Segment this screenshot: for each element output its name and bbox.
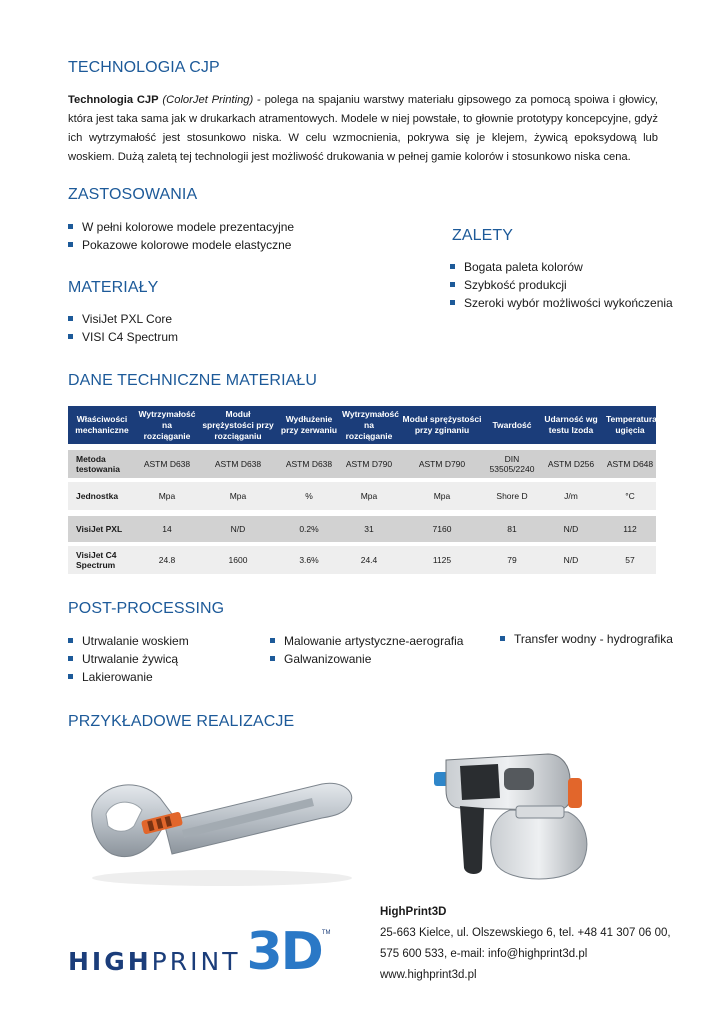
table-cell: 81 xyxy=(507,524,517,534)
list-item: VISI C4 Spectrum xyxy=(68,328,178,346)
postprocessing-list-2 xyxy=(270,632,463,668)
intro-bold: Technologia CJP xyxy=(68,94,159,106)
phone-email-line: 575 600 533, e-mail: info@highprint3d.pl xyxy=(380,948,588,960)
intro-paragraph xyxy=(68,91,658,167)
header-cell: Temperatura ugięcia xyxy=(606,414,657,435)
table-row xyxy=(68,450,656,478)
section-title-postprocessing: POST-PROCESSING xyxy=(68,600,225,617)
list-item: Szybkość produkcji xyxy=(450,276,673,294)
table-cell: ASTM D638 xyxy=(214,459,262,469)
list-item: Transfer wodny - hydrografika xyxy=(500,630,673,648)
table-cell: 3.6% xyxy=(299,555,319,565)
table-cell: 24.8 xyxy=(158,555,176,565)
table-row xyxy=(68,546,656,574)
header-cell: Właściwości mechaniczne xyxy=(75,414,129,435)
section-title-tech-data: DANE TECHNICZNE MATERIAŁU xyxy=(68,372,318,389)
table-cell: 14 xyxy=(162,524,172,534)
section-title-applications: ZASTOSOWANIA xyxy=(68,186,198,203)
postprocessing-list-1 xyxy=(68,632,189,686)
list-item: Utrwalanie żywicą xyxy=(68,650,189,668)
website-link[interactable]: www.highprint3d.pl xyxy=(380,969,477,981)
logo-high: HIGH xyxy=(68,947,152,976)
tech-data-table xyxy=(68,406,656,574)
table-cell: ASTM D638 xyxy=(285,459,333,469)
table-cell: Mpa xyxy=(360,491,378,501)
list-item: W pełni kolorowe modele prezentacyjne xyxy=(68,218,294,236)
table-cell: 31 xyxy=(364,524,374,534)
table-cell: Mpa xyxy=(433,491,451,501)
table-cell: Mpa xyxy=(158,491,176,501)
header-cell: Moduł sprężystości przy zginaniu xyxy=(402,414,482,435)
company-name: HighPrint3D xyxy=(380,906,447,918)
table-cell: ASTM D790 xyxy=(345,459,393,469)
table-cell: DIN 53505/2240 xyxy=(489,454,535,474)
table-cell: Shore D xyxy=(496,491,528,501)
materials-list xyxy=(68,310,178,346)
table-cell: ASTM D790 xyxy=(418,459,466,469)
table-cell: 0.2% xyxy=(299,524,319,534)
table-cell: Metoda testowania xyxy=(76,454,120,474)
table-cell: 1125 xyxy=(432,555,452,565)
list-item: VisiJet PXL Core xyxy=(68,310,178,328)
logo-3d: 3D xyxy=(246,922,322,982)
table-cell: N/D xyxy=(563,524,579,534)
intro-text: - polega na spajaniu warstwy materiału gipsowego za pomocą spoiwa i głowicy, która jest taka sama jak w drukarkach atramentowych. Modele w niej powstałe, to głownie prototypy koncepcyjne, gdyż ich wytrzymałość jest stosunkowo niska. W celu wzmocnienia, pokrywa się je klejem, żywicą epoksydową lub woskiem. Dużą zaletą tej technologii jest możliwość drukowania w pełnej gamie kolorów i stosunkowo niska cena. xyxy=(68,94,659,163)
list-item: Pokazowe kolorowe modele elastyczne xyxy=(68,236,294,254)
applications-list xyxy=(68,218,294,254)
table-cell: ASTM D648 xyxy=(606,459,654,469)
address-line: 25-663 Kielce, ul. Olszewskiego 6, tel. +48 41 307 06 00, xyxy=(380,927,671,939)
intro-italic: (ColorJet Printing) xyxy=(162,94,254,106)
section-title-materials: MATERIAŁY xyxy=(68,279,159,296)
section-title-advantages: ZALETY xyxy=(452,227,514,244)
table-cell: ASTM D256 xyxy=(547,459,595,469)
table-cell: N/D xyxy=(563,555,579,565)
header-cell: Moduł sprężystości przy rozciąganiu xyxy=(202,408,274,441)
wrench-image xyxy=(72,770,362,890)
table-cell: 1600 xyxy=(228,555,248,565)
section-title-technology: TECHNOLOGIA CJP xyxy=(68,59,220,76)
header-cell: Wytrzymałość na rozciąganie xyxy=(342,408,400,441)
table-row xyxy=(68,482,656,510)
table-cell: 7160 xyxy=(432,524,452,534)
table-cell: 24.4 xyxy=(360,555,378,565)
logo-tm: TM xyxy=(321,930,331,936)
header-cell: Twardość xyxy=(492,419,532,430)
list-item: Bogata paleta kolorów xyxy=(450,258,673,276)
list-item: Utrwalanie woskiem xyxy=(68,632,189,650)
section-title-examples: PRZYKŁADOWE REALIZACJE xyxy=(68,713,295,730)
list-item: Galwanizowanie xyxy=(270,650,463,668)
postprocessing-list-3 xyxy=(500,630,673,648)
table-row xyxy=(68,516,656,542)
header-cell: Wydłużenie przy zerwaniu xyxy=(280,414,338,435)
advantages-list xyxy=(450,258,673,312)
list-item: Szeroki wybór możliwości wykończenia xyxy=(450,294,673,312)
header-cell: Wytrzymałość na rozciąganie xyxy=(138,408,196,441)
table-cell: VisiJet PXL xyxy=(76,524,123,534)
table-cell: 57 xyxy=(625,555,635,565)
list-item: Lakierowanie xyxy=(68,668,189,686)
table-cell: Jednostka xyxy=(76,491,119,501)
table-cell: 79 xyxy=(507,555,517,565)
table-cell: ASTM D638 xyxy=(143,459,191,469)
table-header xyxy=(68,406,656,444)
contact-info xyxy=(380,902,671,986)
highprint3d-logo xyxy=(68,922,331,982)
table-cell: J/m xyxy=(564,491,578,501)
table-cell: 112 xyxy=(623,524,637,534)
logo-print: PRINT xyxy=(151,947,241,976)
sprayer-image xyxy=(420,740,600,890)
header-cell: Udarność wg testu Izoda xyxy=(544,414,598,435)
table-cell: Mpa xyxy=(229,491,247,501)
table-cell: % xyxy=(305,491,313,501)
table-cell: N/D xyxy=(230,524,246,534)
table-cell: VisiJet C4 Spectrum xyxy=(76,550,117,570)
table-cell: °C xyxy=(625,491,635,501)
list-item: Malowanie artystyczne-aerografia xyxy=(270,632,463,650)
